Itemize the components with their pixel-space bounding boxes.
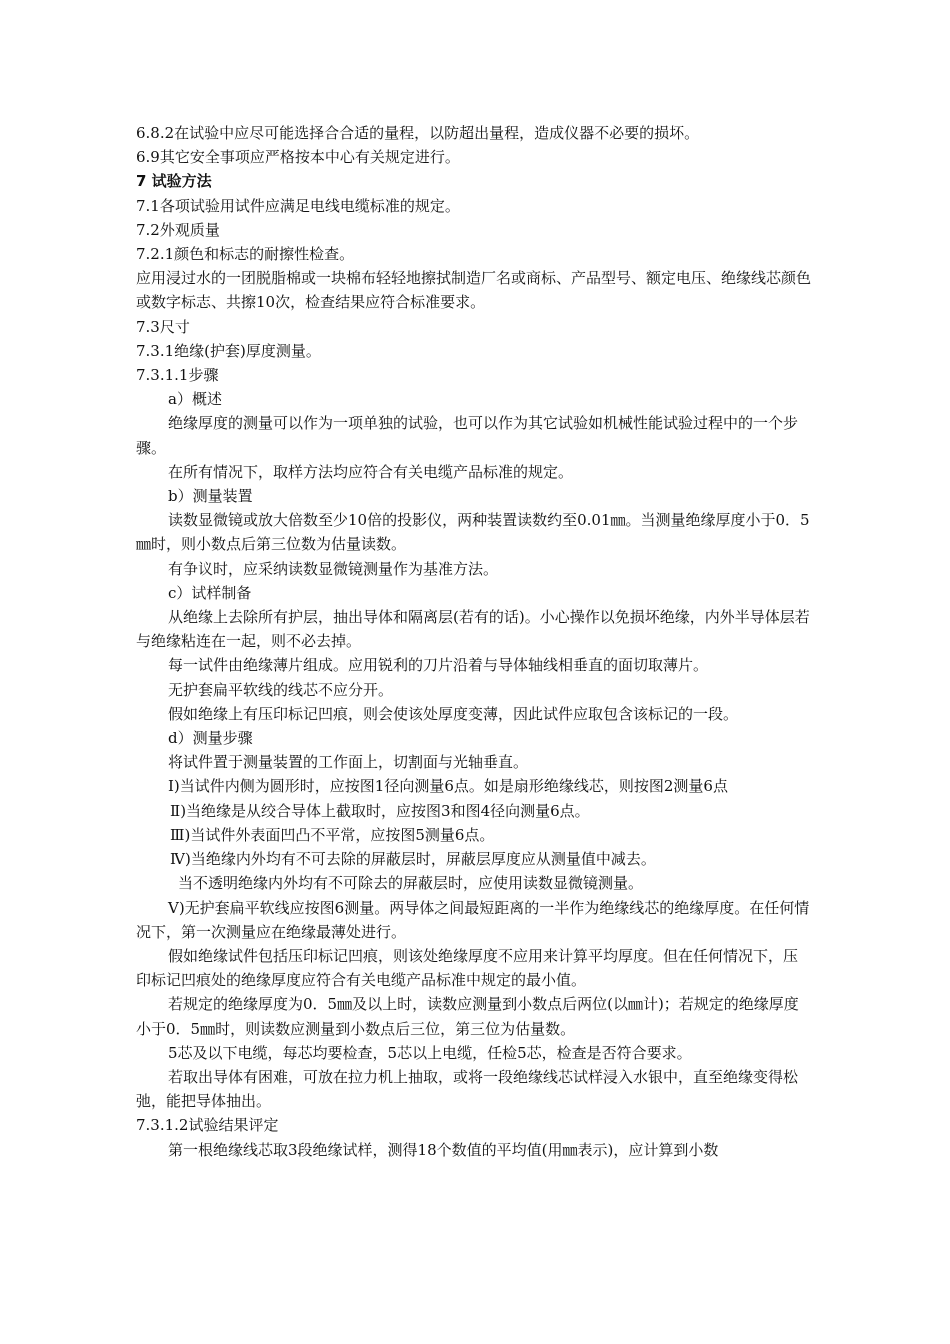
paragraph: 无护套扁平软线的线芯不应分开。 (168, 680, 394, 699)
paragraph: 6.9其它安全事项应严格按本中心有关规定进行。 (136, 148, 460, 167)
subsection-heading: 7.3.1.1步骤 (136, 366, 219, 385)
paragraph: 若取出导体有困难，可放在拉力机上抽取，或将一段绝缘线芯试样浸入水银中，直至绝缘变得松弛，能把导体抽出。 (136, 1067, 799, 1111)
paragraph: Ⅳ)当绝缘内外均有不可去除的屏蔽层时，屏蔽层厚度应从测量值中减去。 (170, 850, 656, 869)
subsection-heading: 7.3.1.2试验结果评定 (136, 1116, 279, 1135)
paragraph: 有争议时，应采纳读数显微镜测量作为基准方法。 (168, 559, 499, 578)
paragraph: Ⅲ)当试件外表面凹凸不平常，应按图5测量6点。 (170, 825, 495, 844)
paragraph: 绝缘厚度的测量可以作为一项单独的试验，也可以作为其它试验如机械性能试验过程中的一个步骤。 (136, 414, 799, 457)
paragraph: 5芯及以下电缆，每芯均要检查，5芯以上电缆，任检5芯，检查是否符合要求。 (168, 1043, 692, 1062)
list-item-label: c）试样制备 (168, 583, 252, 602)
subsection-heading: 7.2.1颜色和标志的耐擦性检查。 (136, 245, 355, 264)
paragraph: 若规定的绝缘厚度为0．5㎜及以上时，读数应测量到小数点后两位(以㎜计)；若规定的绝缘厚度小于0．5㎜时，则读数应测量到小数点后三位，第三位为估量数。 (136, 995, 799, 1038)
paragraph: Ⅰ)当试件内侧为圆形时，应按图1径向测量6点。如是扇形绝缘线芯，则按图2测量6点 (168, 777, 728, 796)
paragraph: 7.1各项试验用试件应满足电线电缆标准的规定。 (136, 196, 460, 215)
paragraph: Ⅱ)当绝缘是从绞合导体上截取时，应按图3和图4径向测量6点。 (170, 801, 590, 820)
paragraph: 假如绝缘试件包括压印标记凹痕，则该处绝缘厚度不应用来计算平均厚度。但在任何情况下，压印标记凹痕处的绝缘厚度应符合有关电缆产品标准中规定的最小值。 (136, 946, 799, 990)
paragraph: 每一试件由绝缘薄片组成。应用锐利的刀片沿着与导体轴线相垂直的面切取薄片。 (168, 656, 709, 675)
paragraph: 从绝缘上去除所有护层，抽出导体和隔离层(若有的话)。小心操作以免损坏绝缘，内外半导体层若与绝缘粘连在一起，则不必去掉。 (136, 608, 810, 651)
paragraph: 第一根绝缘线芯取3段绝缘试样，测得18个数值的平均值(用㎜表示)，应计算到小数 (168, 1140, 719, 1159)
list-item-label: b）测量装置 (168, 487, 253, 506)
list-item-label: d）测量步骤 (168, 729, 253, 748)
subsection-heading: 7.2外观质量 (136, 220, 220, 239)
paragraph: 6.8.2在试验中应尽可能选择合合适的量程，以防超出量程，造成仪器不必要的损坏。 (136, 124, 700, 142)
subsection-heading: 7.3.1绝缘(护套)厚度测量。 (136, 341, 321, 360)
paragraph: 当不透明绝缘内外均有不可除去的屏蔽层时，应使用读数显微镜测量。 (178, 874, 644, 893)
paragraph: 将试件置于测量装置的工作面上，切割面与光轴垂直。 (168, 753, 529, 772)
paragraph: 在所有情况下，取样方法均应符合有关电缆产品标准的规定。 (168, 462, 574, 481)
paragraph: 应用浸过水的一团脱脂棉或一块棉布轻轻地擦拭制造厂名或商标、产品型号、额定电压、绝缘线芯颜色或数字标志、共擦10次，检查结果应符合标准要求。 (136, 269, 812, 312)
list-item-label: a）概述 (168, 390, 222, 409)
section-heading: 7 试验方法 (136, 172, 212, 191)
paragraph: 读数显微镜或放大倍数至少10倍的投影仪，两种装置读数约至0.01㎜。当测量绝缘厚度小于0．5㎜时，则小数点后第三位数为估量读数。 (136, 511, 810, 554)
subsection-heading: 7.3尺寸 (136, 317, 190, 336)
paragraph: Ⅴ)无护套扁平软线应按图6测量。两导体之间最短距离的一半作为绝缘线芯的绝缘厚度。在任何情况下，第一次测量应在绝缘最薄处进行。 (136, 898, 810, 941)
paragraph: 假如绝缘上有压印标记凹痕，则会使该处厚度变薄，因此试件应取包含该标记的一段。 (168, 704, 739, 723)
document-body (136, 121, 812, 1162)
